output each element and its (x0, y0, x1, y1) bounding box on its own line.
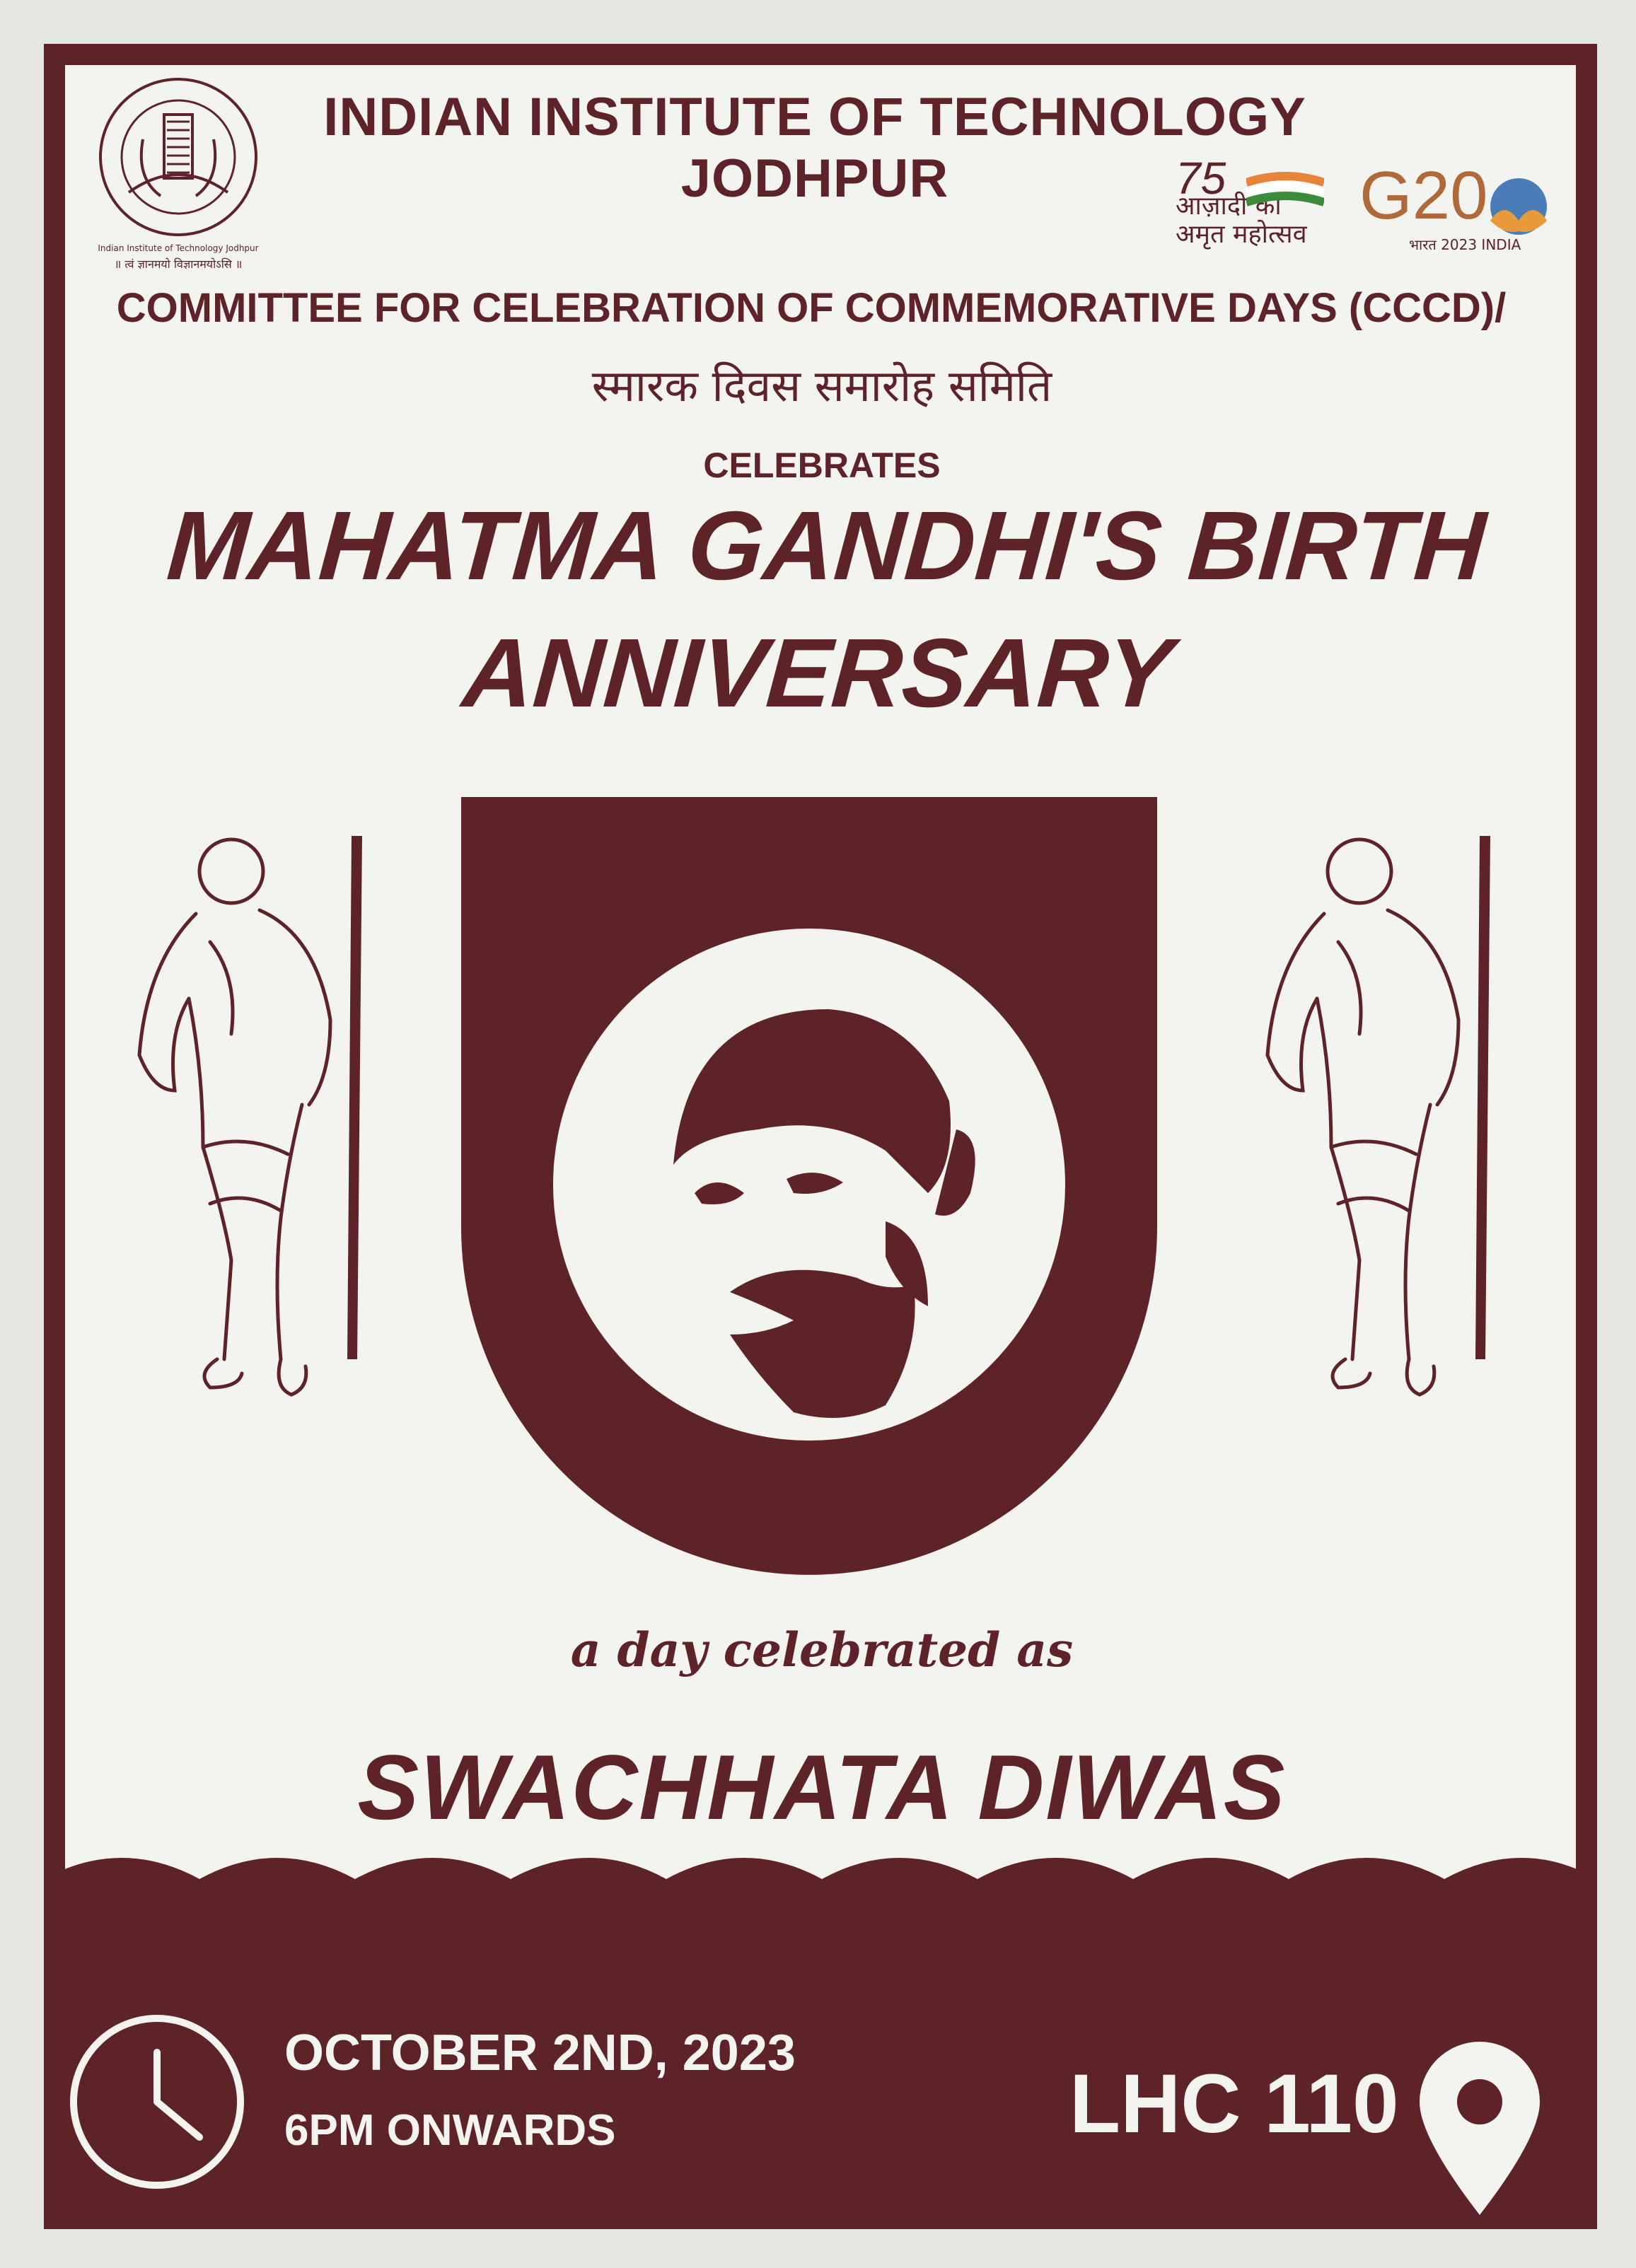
tricolor-flag-icon (1246, 170, 1324, 212)
lotus-globe-icon (1480, 171, 1557, 249)
logo-ring-text: Indian Institute of Technology Jodhpur (98, 243, 259, 253)
azadi-line2: अमृत महोत्सव (1176, 220, 1307, 249)
azadi-number: 75 (1176, 153, 1226, 204)
clock-icon (65, 2010, 249, 2194)
event-title (105, 482, 1538, 737)
iit-jodhpur-logo (93, 72, 263, 242)
g20-subtitle: भारत 2023 INDIA (1409, 236, 1521, 253)
logo-motto: ॥ त्वं ज्ञानमयो विज्ञानमयोऽसि ॥ (114, 257, 243, 271)
location-pin-icon (1412, 2038, 1547, 2222)
scalloped-border (44, 1851, 1597, 1936)
event-time: 6PM ONWARDS (284, 2106, 616, 2155)
celebrates-kicker: CELEBRATES (703, 446, 941, 485)
g20-label: G20 (1359, 158, 1488, 233)
event-name: SWACHHATA DIWAS (357, 1735, 1287, 1839)
institute-name: INDIAN INSTITUTE OF TECHNOLOGY JODHPUR (323, 87, 1306, 209)
event-tagline: a day celebrated as (570, 1622, 1074, 1677)
event-title-line2: ANNIVERSARY (459, 619, 1176, 728)
event-title-line1: MAHATMA GANDHI'S BIRTH (163, 492, 1489, 600)
gandhi-portrait-frame (461, 797, 1157, 1575)
event-date: OCTOBER 2ND, 2023 (284, 2025, 796, 2081)
poster (44, 44, 1597, 2229)
committee-hindi-name: स्मारक दिवस समारोह समिति (591, 360, 1052, 412)
azadi-line1: आज़ादी का (1176, 192, 1282, 221)
event-venue: LHC 110 (1069, 2057, 1399, 2151)
committee-name: COMMITTEE FOR CELEBRATION OF COMMEMORATIVE DAYS (CCCD)/ (116, 285, 1507, 331)
walking-gandhi-left-illustration (118, 822, 373, 1430)
walking-gandhi-right-illustration (1246, 822, 1501, 1430)
